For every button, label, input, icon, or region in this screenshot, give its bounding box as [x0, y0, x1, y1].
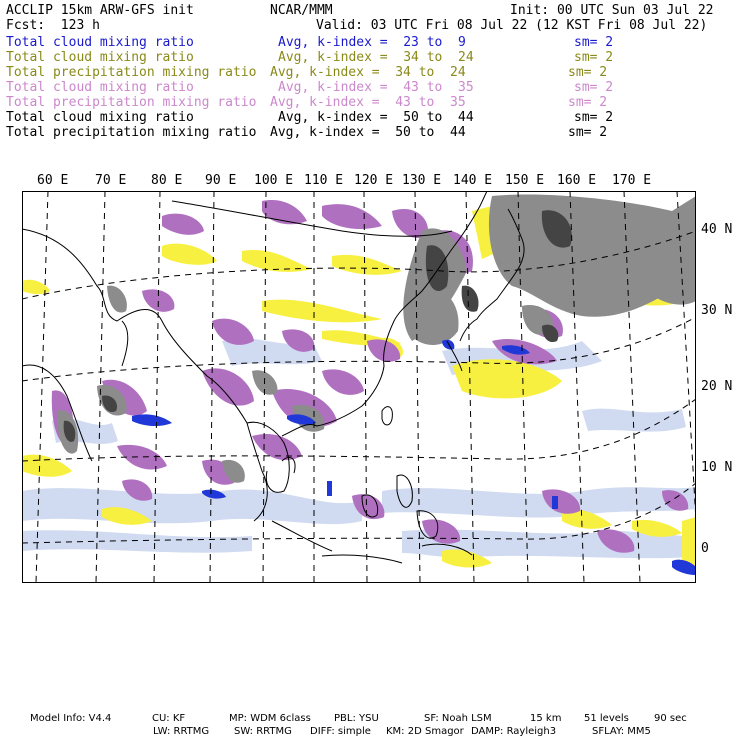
lon-label: 60 E — [37, 173, 69, 188]
model-title: ACCLIP 15km ARW-GFS init — [6, 3, 194, 18]
field-row — [6, 50, 736, 65]
field-stat: Avg, k-index = 43 to 35 — [278, 80, 474, 95]
field-smooth: sm= 2 — [568, 125, 608, 140]
lon-label: 80 E — [151, 173, 183, 188]
field-row — [6, 65, 736, 80]
field-name: Total precipitation mixing ratio — [6, 65, 257, 80]
field-row — [6, 110, 736, 125]
lat-label: 30 N — [701, 303, 733, 318]
field-name: Total cloud mixing ratio — [6, 35, 194, 50]
field-name: Total precipitation mixing ratio — [6, 95, 257, 110]
cloud-map — [22, 191, 696, 583]
lon-label: 70 E — [95, 173, 127, 188]
valid-time: Valid: 03 UTC Fri 08 Jul 22 (12 KST Fri 08 Jul 22) — [316, 18, 708, 33]
footer-pbl: PBL: YSU — [334, 713, 379, 724]
init-time: Init: 00 UTC Sun 03 Jul 22 — [510, 3, 714, 18]
field-row — [6, 80, 736, 95]
field-name: Total precipitation mixing ratio — [6, 125, 257, 140]
footer-sf: SF: Noah LSM — [424, 713, 492, 724]
lon-label: 150 E — [505, 173, 545, 188]
field-smooth: sm= 2 — [574, 35, 614, 50]
field-stat: Avg, k-index = 43 to 35 — [270, 95, 466, 110]
footer-levels: 51 levels — [584, 713, 629, 724]
lat-label: 40 N — [701, 222, 733, 237]
field-row — [6, 125, 736, 140]
footer-damp: DAMP: Rayleigh3 — [471, 726, 557, 737]
lon-label: 100 E — [254, 173, 294, 188]
lon-label: 170 E — [612, 173, 652, 188]
field-row — [6, 95, 736, 110]
lon-label: 120 E — [354, 173, 394, 188]
field-row — [6, 35, 736, 50]
footer-diff: DIFF: simple — [310, 726, 371, 737]
field-smooth: sm= 2 — [574, 80, 614, 95]
field-smooth: sm= 2 — [574, 50, 614, 65]
footer-cu: CU: KF — [152, 713, 186, 724]
lon-label: 90 E — [205, 173, 237, 188]
field-name: Total cloud mixing ratio — [6, 110, 194, 125]
footer-lw: LW: RRTMG — [153, 726, 210, 737]
field-smooth: sm= 2 — [568, 65, 608, 80]
field-stat: Avg, k-index = 50 to 44 — [278, 110, 474, 125]
field-name: Total cloud mixing ratio — [6, 80, 194, 95]
field-name: Total cloud mixing ratio — [6, 50, 194, 65]
field-smooth: sm= 2 — [574, 110, 614, 125]
footer-mp: MP: WDM 6class — [229, 713, 311, 724]
lat-label: 0 — [701, 541, 709, 556]
field-stat: Avg, k-index = 50 to 44 — [270, 125, 466, 140]
lat-label: 20 N — [701, 379, 733, 394]
field-stat: Avg, k-index = 23 to 9 — [278, 35, 466, 50]
forecast-hour: Fcst: 123 h — [6, 18, 100, 33]
field-smooth: sm= 2 — [568, 95, 608, 110]
lon-label: 140 E — [453, 173, 493, 188]
footer-sflay: SFLAY: MM5 — [592, 726, 651, 737]
footer-resolution: 15 km — [530, 713, 562, 724]
footer-km: KM: 2D Smagor — [386, 726, 464, 737]
footer-sw: SW: RRTMG — [234, 726, 292, 737]
center-label: NCAR/MMM — [270, 3, 333, 18]
field-stat: Avg, k-index = 34 to 24 — [278, 50, 474, 65]
lon-label: 130 E — [402, 173, 442, 188]
lat-label: 10 N — [701, 460, 733, 475]
field-stat: Avg, k-index = 34 to 24 — [270, 65, 466, 80]
footer-model-info: Model Info: V4.4 — [30, 713, 112, 724]
footer-timestep: 90 sec — [654, 713, 687, 724]
lon-label: 160 E — [557, 173, 597, 188]
lon-label: 110 E — [304, 173, 344, 188]
